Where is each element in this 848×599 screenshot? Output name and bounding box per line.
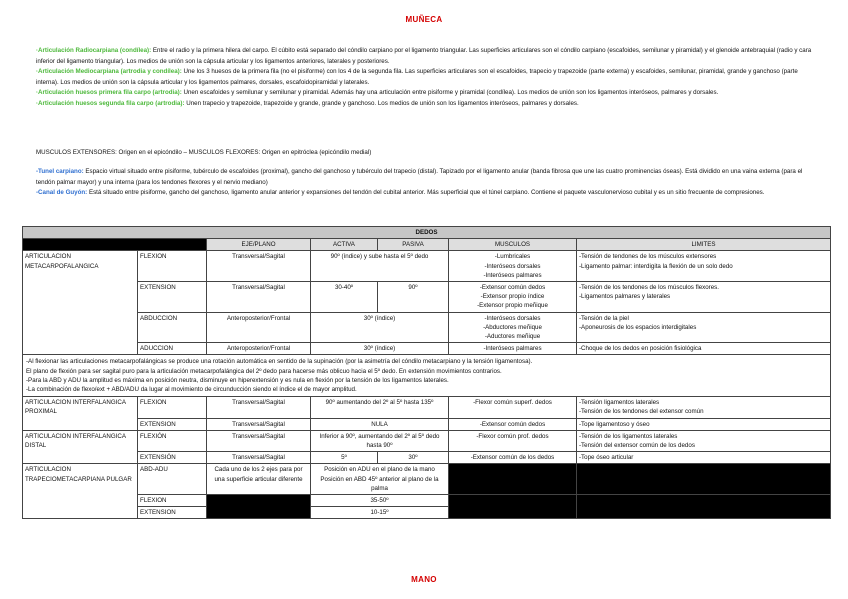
axis-plane: Transversal/Sagital [207, 397, 311, 418]
articulations-section [36, 46, 816, 110]
fingers-table [22, 226, 831, 519]
limit: -Tope ligamentoso y óseo [577, 418, 831, 430]
active-range: 90º aumentando del 2º al 5º hasta 135º [311, 397, 449, 418]
limit: -Tensión del extensor común de los dedos [579, 442, 695, 450]
table-row [23, 397, 831, 418]
limit: -Tensión ligamentos laterales [579, 399, 660, 407]
active-range: 35-50º [311, 495, 449, 507]
movement: FLEXIÓN [138, 430, 207, 451]
articulation-text: Unen trapecio y trapezoide, trapezoide y grande, grande y ganchoso. Los medios de unión son los ligamentos interóseos, palmares y dorsales. [184, 99, 579, 107]
movement: EXTENSIÓN [138, 452, 207, 464]
note-line: El plano de flexión para ser sagital puro para la articulación metacarpofalángica del 2º dedo para hacerse más oblicuo hacia el 5º dedo. En extensión movimientos contrarios. [26, 367, 502, 375]
header-limits: LIMITES [577, 239, 831, 251]
header-muscles: MUSCULOS [449, 239, 577, 251]
limit: -Tensión de los tendones del extensor común [579, 408, 704, 416]
limit: -Choque de los dedos en posición fisiológica [577, 343, 831, 355]
limit: -Aponeurosis de los espacios interdigitales [579, 323, 697, 331]
limits-cell [577, 251, 831, 282]
muscle: -Interóseos palmares [483, 271, 542, 279]
limits-cell [577, 312, 831, 343]
notes-cell [23, 355, 831, 397]
movement: ABDUCCION [138, 312, 207, 343]
muscle: -Extensor común dedos [449, 418, 577, 430]
table-row [23, 312, 831, 343]
limit: -Ligamento palmar: interdigita la flexión de un solo dedo [579, 262, 733, 270]
active-range: 30-40º [311, 282, 378, 313]
axis-plane: Anteroposterior/Frontal [207, 312, 311, 343]
header-active: ACTIVA [311, 239, 378, 251]
movement: FLEXION [138, 397, 207, 418]
joint-name: ARTICULACION INTERFALANGICA PROXIMAL [23, 397, 138, 431]
table-row [23, 430, 831, 451]
axis-plane: Transversal/Sagital [207, 452, 311, 464]
passive-range: 30º [378, 452, 449, 464]
articulation-label: ·Articulación huesos segunda fila carpo (artrodia): [36, 99, 185, 107]
movement: FLEXION [138, 251, 207, 282]
header-passive: PASIVA [378, 239, 449, 251]
muscle: -Interóseos dorsales [484, 262, 541, 270]
limit: -Tensión de los ligamentos laterales [579, 432, 678, 440]
note-line: -Al flexionar las articulaciones metacarpofalángicas se produce una rotación automática en sentido de la supinación (por la asimetría del cóndilo metacarpiano y la tensión ligamentosa). [26, 358, 533, 366]
active-range: Inferior a 90º, aumentando del 2º al 5º dedo hasta 90º [311, 430, 449, 451]
table-title: DEDOS [23, 227, 831, 239]
limit: -Tensión de los tendones de los músculos flexores. [579, 284, 719, 292]
axis-plane: Transversal/Sagital [207, 430, 311, 451]
movement: FLEXION [138, 495, 207, 507]
articulation-label: ·Articulación Radiocarpiana (condílea): [36, 47, 152, 54]
active-range: NULA [311, 418, 449, 430]
movement: ABD-ADU [138, 464, 207, 495]
muscle: -Extensor propio meñique [477, 302, 548, 310]
movement: EXTENSION [138, 507, 207, 519]
axis-plane: Transversal/Sagital [207, 418, 311, 430]
active-range: 90º (índice) y sube hasta el 5º dedo [311, 251, 449, 282]
table-row [23, 282, 831, 313]
note-line: -Para la ABD y ADU la amplitud es máxima en posición neutra, disminuye en hiperextensión y es nula en flexión por la tensión de los ligamentos laterales. [26, 376, 449, 384]
muscle: -Interóseos dorsales [484, 314, 541, 322]
limits-cell [577, 430, 831, 451]
muscle: -Flexor común superf. dedos [449, 397, 577, 418]
passive-range: 90º [378, 282, 449, 313]
empty-cell [577, 495, 831, 519]
muscle: -Flexor común prof. dedos [449, 430, 577, 451]
joint-name: ARTICULACION METACARPOFALANGICA [23, 251, 138, 355]
articulation-label: ·Articulación Mediocarpiana (artrodia y condílea): [36, 68, 182, 76]
tunnel-text: Está situado entre pisiforme, gancho del ganchoso, ligamento anular anterior y expansiones del tendón del cubital anterior. Más superficial que el túnel carpiano. Contiene el paquete vasculonervioso cubital y es un sitio frecuente de compresiones. [87, 189, 765, 197]
axis-plane: Cada uno de los 2 ejes para por una superficie articular diferente [207, 464, 311, 495]
muscle: -Extensor común de los dedos [449, 452, 577, 464]
note-line: -La combinación de flexo/ext + ABD/ADU da lugar al movimiento de circunducción siendo el índice el de mayor amplitud. [26, 386, 357, 394]
tunnel-label: -Tunel carpiano: [36, 168, 84, 175]
table-row [23, 251, 831, 282]
muscle: -Extensor común dedos [479, 284, 546, 292]
section-title-mano: MANO [411, 575, 437, 584]
muscle: -Extensor propio índice [480, 293, 545, 301]
active-range: 30º (índice) [311, 312, 449, 343]
empty-cell [577, 464, 831, 495]
limits-cell [577, 282, 831, 313]
movement: EXTENSION [138, 282, 207, 313]
tunnel-text: Espacio virtual situado entre pisiforme, tubérculo de escafoides (proximal), gancho del ganchoso y tubérculo del trapecio (distal). Tapizado por el ligamento anular (banda fibrosa que une las cuatro prominencias óseas). Está dividido en una vaina externa (para el tendón palmar mayor) y una interna (para los tendones flexores y el nervio mediano) [36, 168, 803, 186]
empty-cell [449, 495, 577, 519]
active-range: Posición en ADU en el plano de la mano Posición en ABD 45º anterior al plano de la palma [311, 464, 449, 495]
articulation-label: ·Articulación huesos primera fila carpo (artrodia): [36, 89, 182, 97]
articulation-text: Unen escafoides y semilunar y semilunar y piramidal. Además hay una articulación entre pisiforme y piramidal (condílea). Los medios de unión son los ligamentos interóseos, palmares y dorsales. [181, 89, 719, 97]
muscle: -Lumbricales [494, 253, 531, 261]
table-row [23, 464, 831, 495]
muscle: -Interóseos palmares [449, 343, 577, 355]
table-row [23, 495, 831, 507]
active-range: 30º (índice) [311, 343, 449, 355]
articulation-text: Une los 3 huesos de la primera fila (no el pisiforme) con los 4 de la segunda fila. Las superficies articulares son el escafoides, trapecio y trapezoide (parte externa) y escafoides, semilunar, piramidal, grande y ganchoso (parte interna). Los medios de unión son la cápsula articular y los ligamentos palmares, dorsales, escafoidopiramidal y laterales. [36, 68, 798, 86]
movement: EXTENSION [138, 418, 207, 430]
axis-plane: Transversal/Sagital [207, 282, 311, 313]
notes-row [23, 355, 831, 397]
table-row [23, 343, 831, 355]
axis-plane: Transversal/Sagital [207, 251, 311, 282]
muscles-cell [449, 312, 577, 343]
active-range: 10-15º [311, 507, 449, 519]
empty-cell [207, 495, 311, 519]
muscles-cell [449, 251, 577, 282]
joint-name: ARTICULACION TRAPECIOMETACARPIANA PULGAR [23, 464, 138, 519]
page-title: MUÑECA [405, 15, 443, 24]
muscles-cell [449, 282, 577, 313]
limit: -Ligamentos palmares y laterales [579, 293, 671, 301]
axis-plane: Anteroposterior/Frontal [207, 343, 311, 355]
table-row [23, 452, 831, 464]
limits-cell [577, 397, 831, 418]
table-row [23, 418, 831, 430]
movement: ADUCCION [138, 343, 207, 355]
muscle: -Aductores meñique [484, 333, 541, 341]
header-axis: EJE/PLANO [207, 239, 311, 251]
articulation-text: Entre el radio y la primera hilera del carpo. El cúbito está separado del cóndilo carpiano por el ligamento triangular. Las superficies articulares son el cóndilo carpiano (escafoides, semilunar y piramidal) y el glenoide antebraquial (radio y cara inferior del ligamento triangular). Los medios de unión son la cápsula articular y los ligamentos anteriores, laterales y posteriores. [36, 47, 812, 65]
joint-name: ARTICULACION INTERFALANGICA DISTAL [23, 430, 138, 464]
tunnels-section [36, 167, 816, 199]
active-range: 5º [311, 452, 378, 464]
tunnel-label: -Canal de Guyón: [36, 189, 88, 197]
empty-cell [449, 464, 577, 495]
header-blank [23, 239, 207, 251]
limit: -Tensión de la piel [579, 314, 629, 322]
limit: -Tope óseo articular [577, 452, 831, 464]
muscles-origin-line: MUSCULOS EXTENSORES: Origen en el epicóndilo – MUSCULOS FLEXORES: Origen en epitróclea (epicóndilo medial) [36, 149, 372, 156]
muscle: -Abductores meñique [483, 323, 542, 331]
limit: -Tensión de tendones de los músculos extensores [579, 253, 717, 261]
